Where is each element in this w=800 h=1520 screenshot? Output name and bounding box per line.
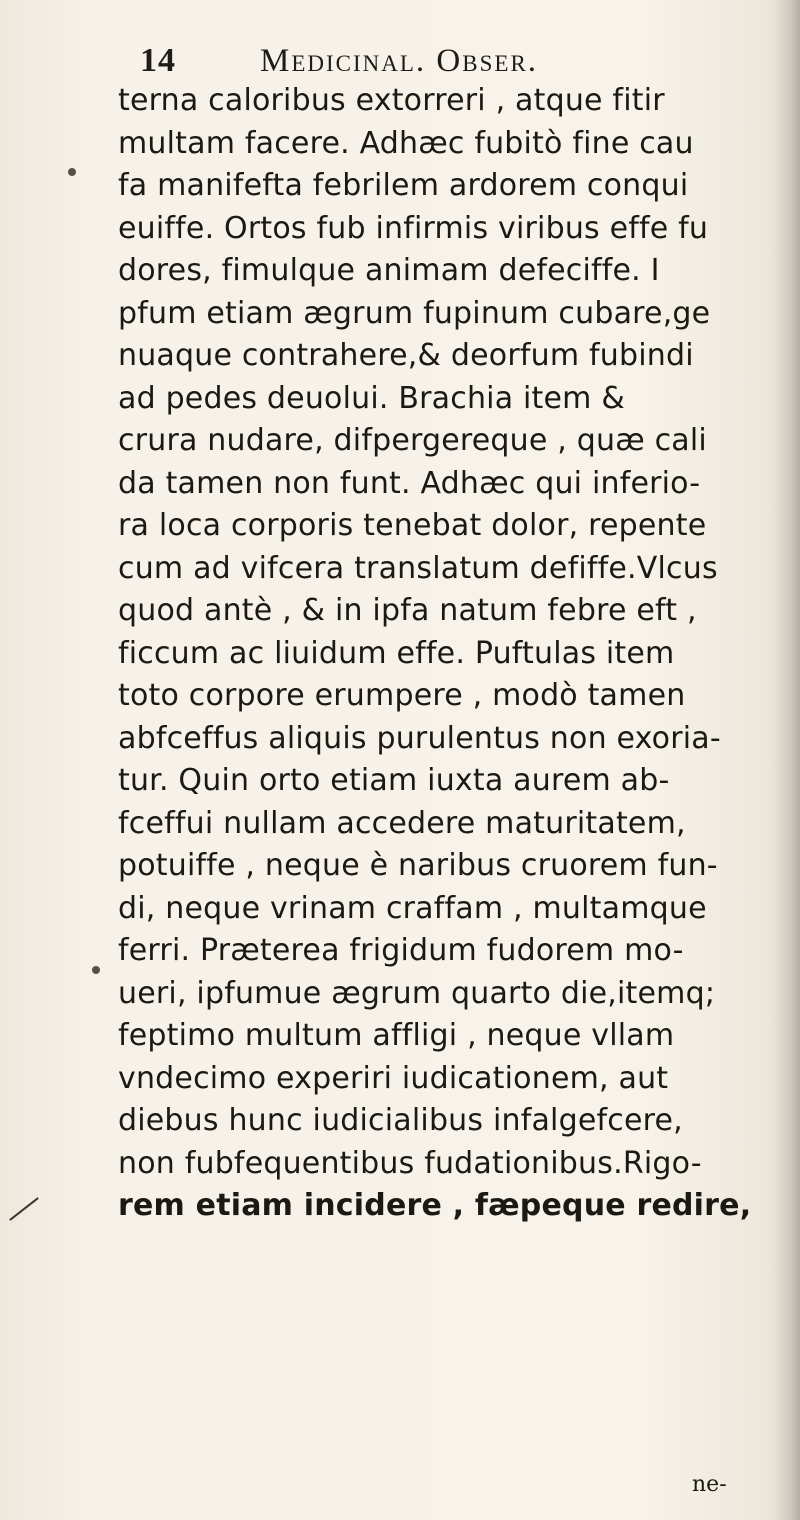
text-line: da tamen non funt. Adhæc qui inferio- (118, 465, 701, 501)
text-line: fa manifefta febrilem ardorem conqui (118, 168, 689, 203)
running-head: Medicinal. Obser. (260, 43, 539, 79)
text-line: euiffe. Ortos fub infirmis viribus effe fu (118, 210, 709, 246)
text-line: ra loca corporis tenebat dolor, repente (118, 508, 707, 543)
catchword: ne- (692, 1472, 727, 1497)
text-line: ad pedes deuolui. Brachia item & (118, 380, 625, 416)
ink-speck (68, 168, 76, 176)
text-line: nuaque contrahere,& deorfum fubindi (118, 338, 694, 373)
ink-speck (92, 966, 100, 974)
text-line: dores, fimulque animam defeciffe. I (118, 253, 660, 288)
text-line: rem etiam incidere , fæpeque redire, (118, 1188, 752, 1223)
text-line: feptimo multum affligi , neque vllam (118, 1018, 675, 1053)
text-line: abfceffus aliquis purulentus non exoria- (118, 720, 721, 756)
text-line: non fubfequentibus fudationibus.Rigo- (118, 1145, 702, 1181)
text-line: fceffui nullam accedere maturitatem, (118, 805, 686, 841)
text-line: di, neque vrinam craffam , multamque (118, 890, 707, 926)
text-line: crura nudare, difpergereque , quæ cali (118, 423, 707, 458)
text-line: multam facere. Adhæc fubitò fine cau (118, 125, 694, 161)
text-line: terna caloribus extorreri , atque fitir (118, 83, 665, 118)
text-line: vndecimo experiri iudicationem, aut (118, 1060, 669, 1096)
text-line: potuiffe , neque è naribus cruorem fun- (118, 848, 718, 883)
page-number: 14 (140, 42, 176, 79)
text-line: quod antè , & in ipfa natum febre eft , (118, 593, 697, 628)
text-line: cum ad vifcera translatum defiffe.Vlcus (118, 550, 718, 586)
text-line: ueri, ipfumue ægrum quarto die,itemq; (118, 975, 716, 1011)
margin-pen-stroke (9, 1197, 39, 1221)
text-line: ficcum ac liuidum effe. Puftulas item (118, 635, 675, 671)
text-line: diebus hunc iudicialibus infalgefcere, (118, 1103, 683, 1138)
text-line: pfum etiam ægrum fupinum cubare,ge (118, 295, 711, 331)
text-line: tur. Quin orto etiam iuxta aurem ab- (118, 763, 670, 798)
text-line: toto corpore erumpere , modò tamen (118, 678, 686, 713)
body-text (118, 80, 788, 1228)
text-line: ferri. Præterea frigidum fudorem mo- (118, 933, 684, 968)
